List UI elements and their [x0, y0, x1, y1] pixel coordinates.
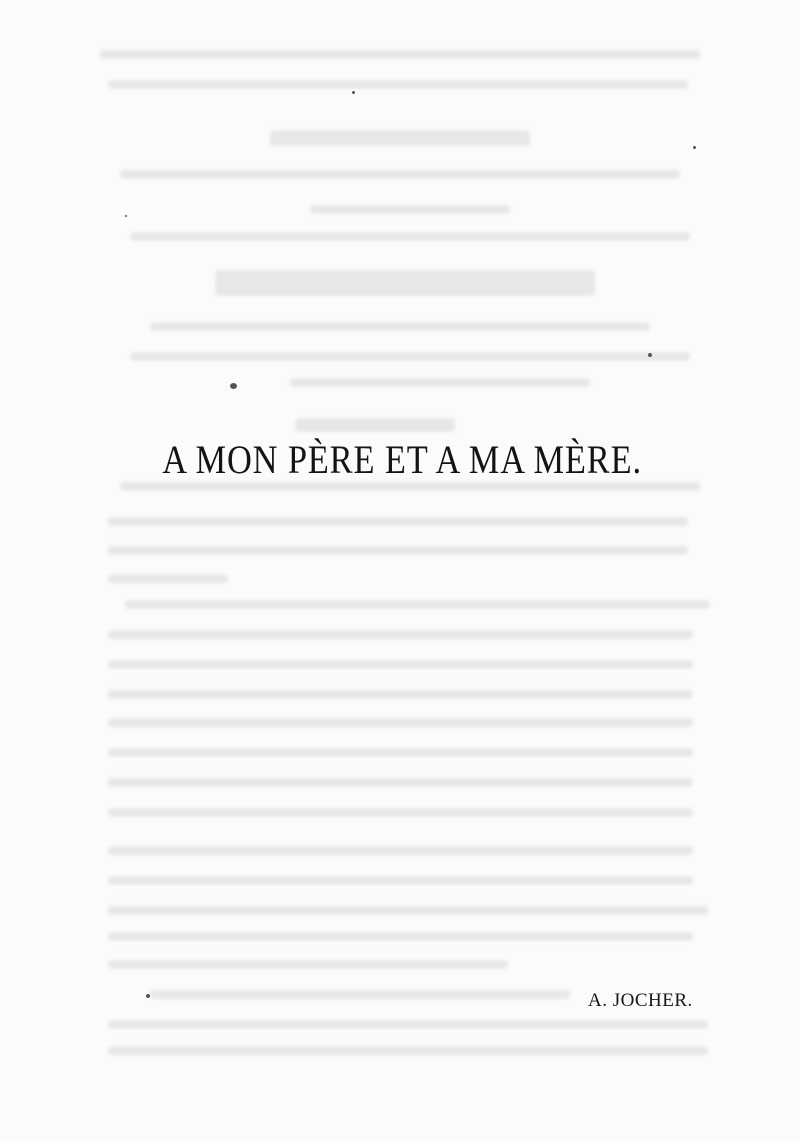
bleed-through-mark	[108, 960, 508, 969]
bleed-through-mark	[130, 232, 690, 241]
bleed-through-mark	[270, 130, 530, 146]
bleed-through-mark	[290, 378, 590, 387]
bleed-through-mark	[130, 352, 690, 361]
bleed-through-mark	[108, 574, 228, 583]
bleed-through-mark	[108, 718, 693, 727]
bleed-through-mark	[108, 748, 693, 757]
bleed-through-mark	[215, 270, 595, 296]
bleed-through-mark	[310, 205, 510, 214]
bleed-through-mark	[125, 600, 710, 609]
bleed-through-mark	[120, 482, 700, 491]
bleed-through-mark	[108, 906, 708, 915]
ink-speck	[648, 353, 652, 357]
bleed-through-mark	[108, 630, 693, 639]
bleed-through-mark	[100, 50, 700, 59]
bleed-through-mark	[108, 932, 693, 941]
bleed-through-mark	[108, 660, 693, 669]
bleed-through-mark	[108, 517, 688, 526]
ink-speck	[146, 994, 150, 998]
ink-speck	[230, 383, 237, 389]
bleed-through-mark	[108, 546, 688, 555]
bleed-through-mark	[150, 322, 650, 331]
author-signature: A. JOCHER.	[588, 990, 693, 1011]
dedication-title: A MON PÈRE ET A MA MÈRE.	[162, 437, 642, 482]
bleed-through-mark	[108, 690, 693, 699]
bleed-through-mark	[150, 990, 570, 999]
bleed-through-mark	[108, 778, 693, 787]
bleed-through-mark	[108, 846, 693, 855]
ink-speck	[693, 146, 696, 149]
bleed-through-mark	[108, 1020, 708, 1029]
bleed-through-mark	[295, 418, 455, 432]
bleed-through-mark	[120, 170, 680, 179]
ink-speck	[352, 91, 355, 94]
bleed-through-mark	[108, 808, 693, 817]
bleed-through-mark	[108, 80, 688, 89]
bleed-through-mark	[108, 1046, 708, 1055]
ink-speck	[125, 215, 127, 217]
bleed-through-mark	[108, 876, 693, 885]
